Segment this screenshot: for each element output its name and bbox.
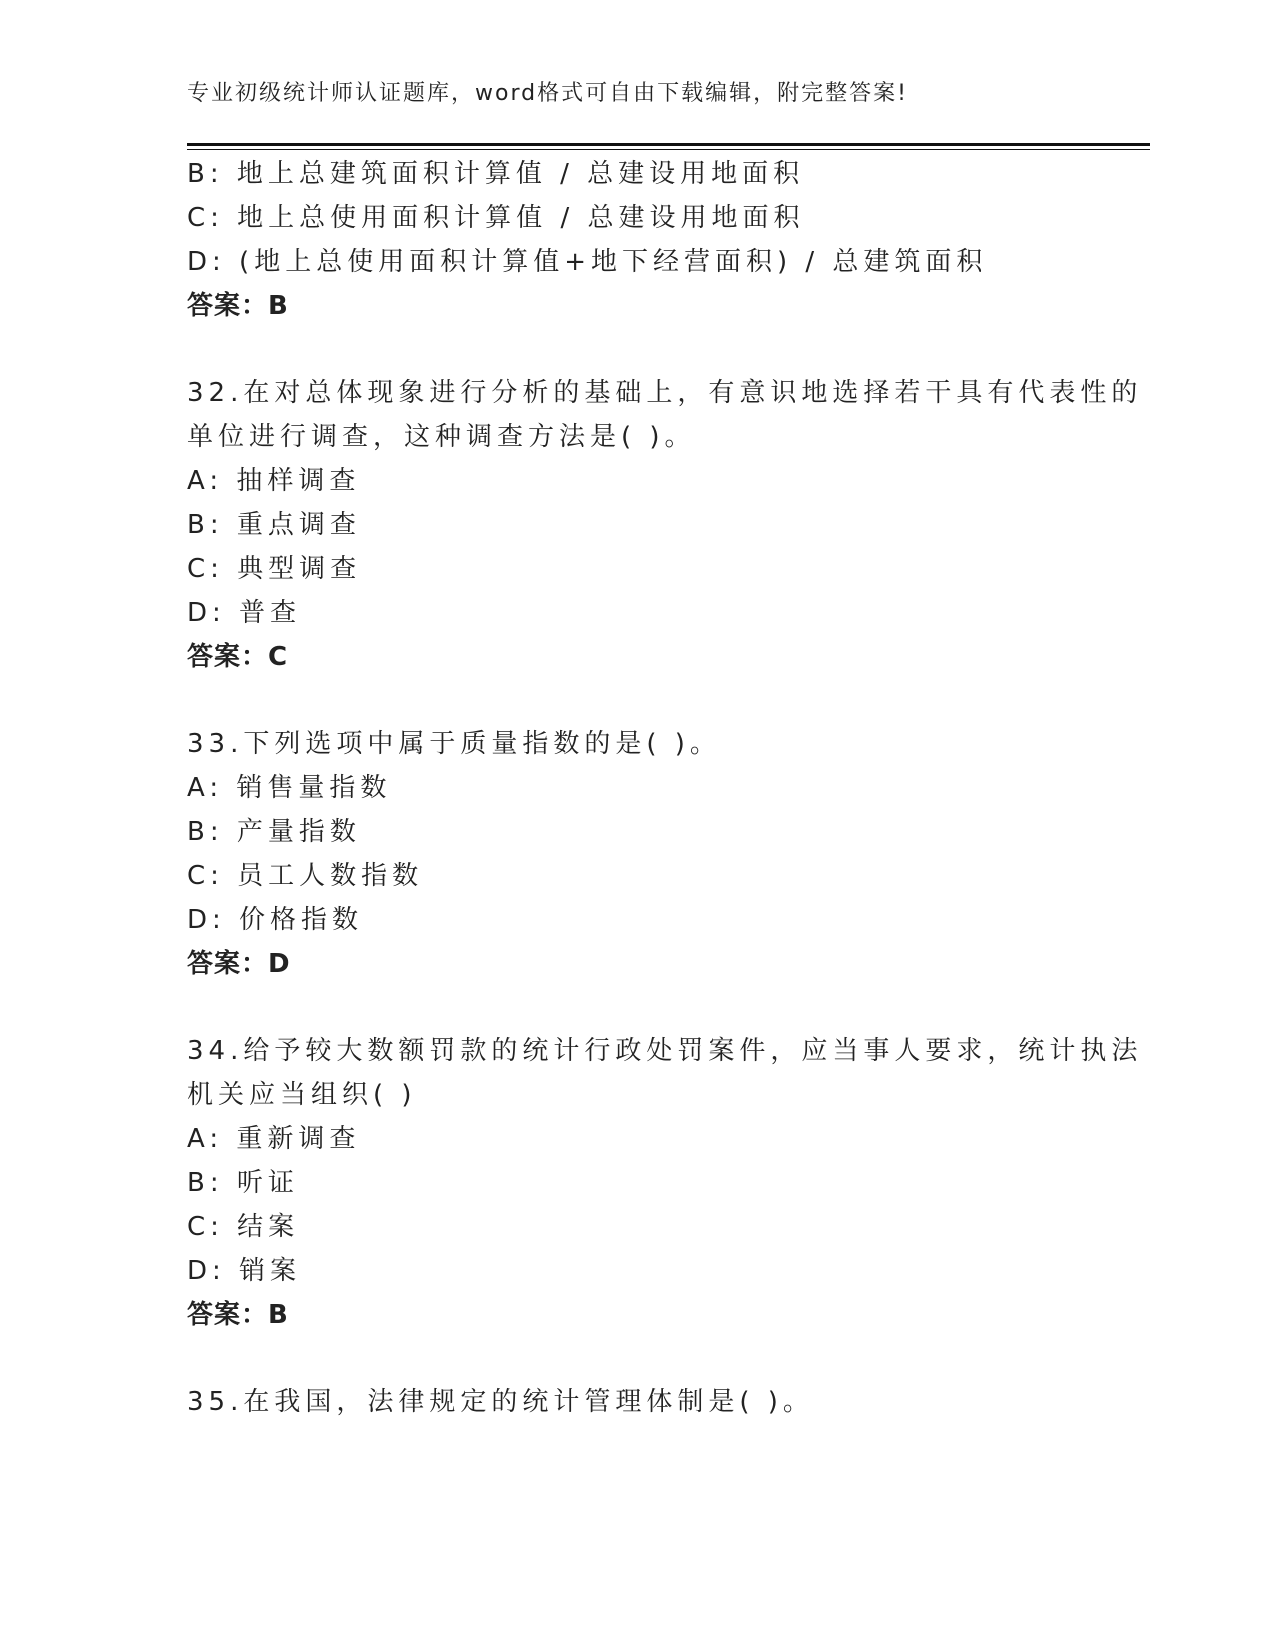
header-rule-thin: [187, 149, 1150, 150]
q32-stem-line1: 32.在对总体现象进行分析的基础上，有意识地选择若干具有代表性的: [187, 378, 1143, 408]
q33-option-d: D: 价格指数: [187, 905, 364, 935]
q34-option-d: D: 销案: [187, 1256, 302, 1286]
q31-option-c: C: 地上总使用面积计算值 / 总建设用地面积: [187, 203, 805, 233]
q34-option-c: C: 结案: [187, 1212, 300, 1242]
q33-option-b: B: 产量指数: [187, 817, 361, 847]
q33-stem-line1: 33.下列选项中属于质量指数的是( )。: [187, 729, 721, 759]
q32-option-b: B: 重点调查: [187, 510, 361, 540]
q31-option-d: D: (地上总使用面积计算值+地下经营面积) / 总建筑面积: [187, 247, 988, 277]
q32-answer: 答案：C: [187, 642, 289, 672]
q33-answer: 答案：D: [187, 949, 291, 979]
q34-stem-line2: 机关应当组织( ): [187, 1080, 417, 1110]
q33-option-a: A: 销售量指数: [187, 773, 392, 803]
q31-option-b: B: 地上总建筑面积计算值 / 总建设用地面积: [187, 159, 805, 189]
q34-option-a: A: 重新调查: [187, 1124, 361, 1154]
q34-option-b: B: 听证: [187, 1168, 299, 1198]
q32-option-c: C: 典型调查: [187, 554, 362, 584]
q34-answer: 答案：B: [187, 1300, 289, 1330]
page-header: 专业初级统计师认证题库，word格式可自由下载编辑，附完整答案!: [187, 81, 908, 106]
q32-stem-line2: 单位进行调查，这种调查方法是( )。: [187, 422, 696, 452]
q35-stem-line1: 35.在我国，法律规定的统计管理体制是( )。: [187, 1387, 814, 1417]
q32-option-d: D: 普查: [187, 598, 302, 628]
q33-option-c: C: 员工人数指数: [187, 861, 424, 891]
q31-answer: 答案：B: [187, 291, 289, 321]
header-rule-thick: [187, 143, 1150, 146]
q34-stem-line1: 34.给予较大数额罚款的统计行政处罚案件，应当事人要求，统计执法: [187, 1036, 1143, 1066]
q32-option-a: A: 抽样调查: [187, 466, 361, 496]
